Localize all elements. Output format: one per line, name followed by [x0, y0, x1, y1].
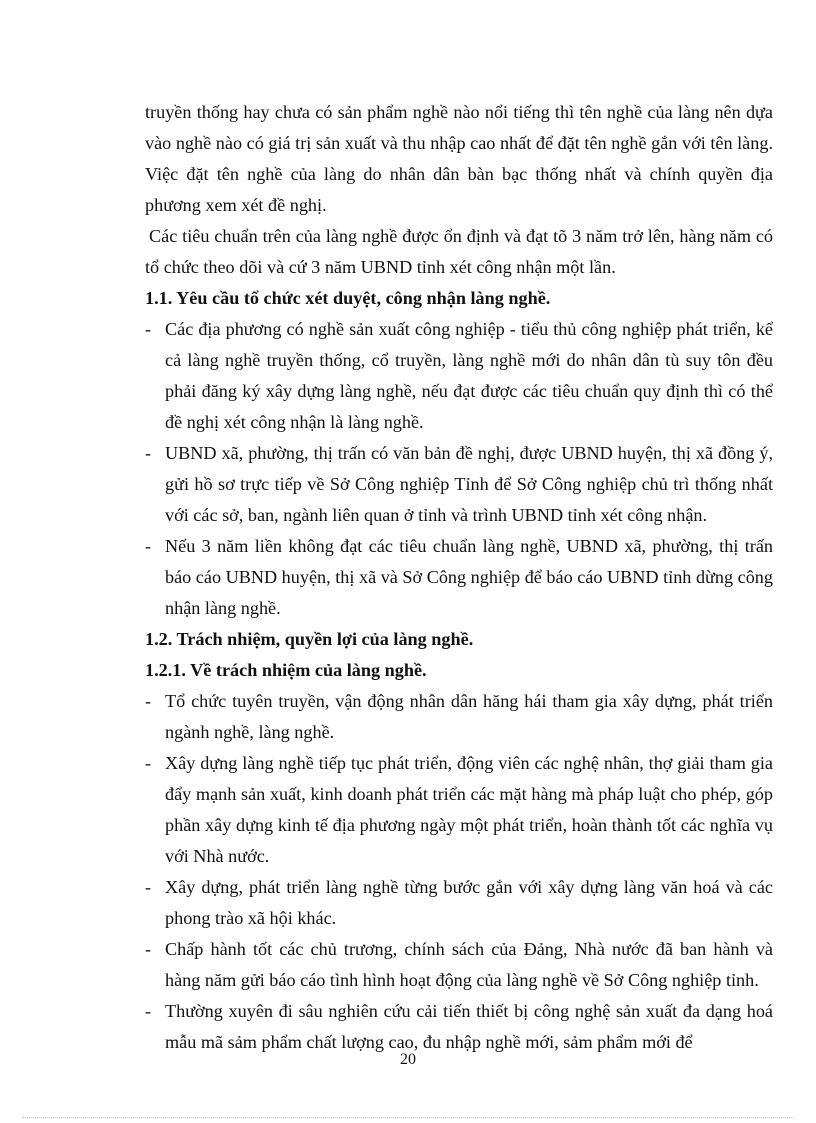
bullet-item [145, 531, 773, 624]
bullet-dash: - [145, 1001, 152, 1021]
bullet-text: UBND xã, phường, thị trấn có văn bản đề nghị, được UBND huyện, thị xã đồng ý, gửi hồ sơ trực tiếp về Sở Công nghiệp Tỉnh để Sở Công nghiệp chủ trì thống nhất với các sở, ban, ngành liên quan ở tỉnh và trình UBND tỉnh xét công nhận. [165, 443, 773, 525]
bullet-text: Xây dựng làng nghề tiếp tục phát triển, động viên các nghệ nhân, thợ giải tham gia đẩy mạnh sản xuất, kinh doanh phát triển các mặt hàng mà pháp luật cho phép, góp phần xây dựng kinh tế địa phương ngày một phát triển, hoàn thành tốt các nghĩa vụ với Nhà nước. [165, 753, 773, 866]
bullet-item [145, 314, 773, 438]
bullet-item [145, 748, 773, 872]
heading-1-2: 1.2. Trách nhiệm, quyền lợi của làng nghề. [145, 629, 474, 649]
bullet-dash: - [145, 939, 152, 959]
footer-divider [22, 1117, 794, 1118]
paragraph-criteria: Các tiêu chuẩn trên của làng nghề được ổn định và đạt tõ 3 năm trở lên, hàng năm có tổ chức theo dõi và cứ 3 năm UBND tỉnh xét công nhận một lần. [145, 226, 773, 277]
page-number: 20 [400, 1051, 416, 1068]
bullet-dash: - [145, 753, 152, 773]
bullet-text: Thường xuyên đi sâu nghiên cứu cải tiến thiết bị công nghệ sản xuất đa dạng hoá mẫu mã sảm phẩm chất lượng cao, đu nhập nghề mới, sảm phẩm mới để [165, 1001, 773, 1052]
bullet-dash: - [145, 691, 152, 711]
bullet-text: Chấp hành tốt các chủ trương, chính sách của Đảng, Nhà nước đã ban hành và hàng năm gửi báo cáo tình hình hoạt động của làng nghề về Sở Công nghiệp tỉnh. [165, 939, 773, 990]
bullet-text: Nếu 3 năm liền không đạt các tiêu chuẩn làng nghề, UBND xã, phường, thị trấn báo cáo UBND huyện, thị xã và Sở Công nghiệp để báo cáo UBND tỉnh dừng công nhận làng nghề. [165, 536, 773, 618]
heading-1-1: 1.1. Yêu cầu tổ chức xét duyệt, công nhận làng nghề. [145, 288, 551, 308]
paragraph-intro: truyền thống hay chưa có sản phẩm nghề nào nổi tiếng thì tên nghề của làng nên dựa vào nghề nào có giá trị sản xuất và thu nhập cao nhất để đặt tên nghề gắn với tên làng. Việc đặt tên nghề của làng do nhân dân bàn bạc thống nhất và chính quyền địa phương xem xét đề nghị. [145, 102, 773, 215]
bullet-text: Tổ chức tuyên truyền, vận động nhân dân hăng hái tham gia xây dựng, phát triển ngành nghề, làng nghề. [165, 691, 773, 742]
bullet-text: Xây dựng, phát triển làng nghề từng bước gắn với xây dựng làng văn hoá và các phong trào xã hội khác. [165, 877, 773, 928]
bullet-dash: - [145, 443, 152, 463]
bullet-item [145, 686, 773, 748]
bullet-dash: - [145, 319, 152, 339]
document-body [145, 97, 773, 1058]
bullet-item [145, 872, 773, 934]
bullet-item [145, 438, 773, 531]
bullet-text: Các địa phương có nghề sản xuất công nghiệp - tiểu thủ công nghiệp phát triển, kể cả làng nghề truyền thống, cổ truyền, làng nghề mới do nhân dân tù suy tôn đều phải đăng ký xây dựng làng nghề, nếu đạt được các tiêu chuẩn quy định thì có thể đề nghị xét công nhận là làng nghề. [165, 319, 773, 432]
bullet-dash: - [145, 877, 152, 897]
bullet-item [145, 934, 773, 996]
bullet-item [145, 996, 773, 1058]
bullet-dash: - [145, 536, 152, 556]
heading-1-2-1: 1.2.1. Về trách nhiệm của làng nghề. [145, 660, 427, 680]
